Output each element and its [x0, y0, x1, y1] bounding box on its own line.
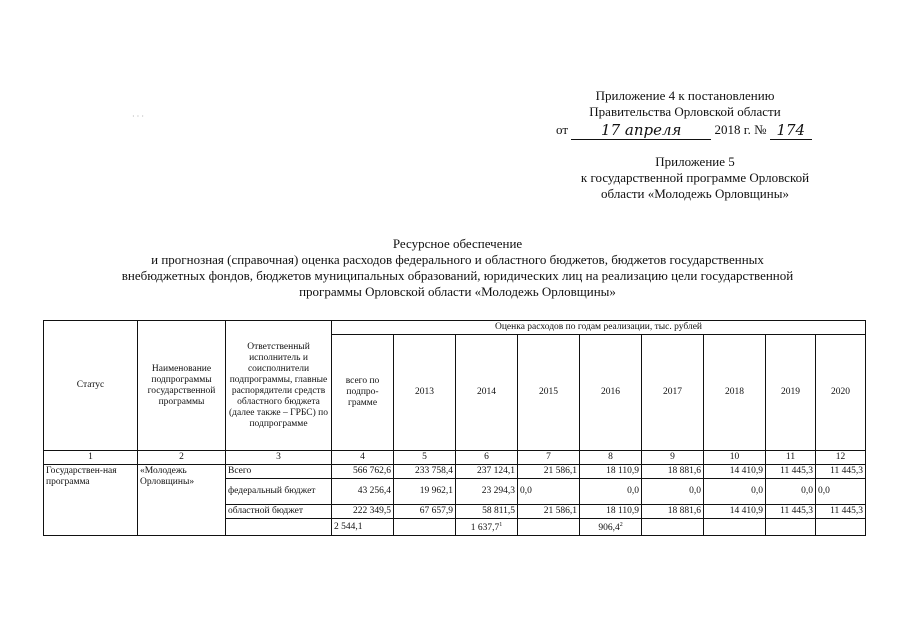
footnote-mark: 1 — [499, 522, 503, 528]
handwritten-date: 17 апреля — [601, 121, 682, 139]
header-name: Наименование подпрограммы государственной программы — [138, 321, 226, 451]
appendix-line2: Правительства Орловской области — [589, 104, 781, 119]
column-number-row — [44, 451, 866, 465]
appendix5-line1: Приложение 5 — [655, 154, 735, 169]
col-number: 12 — [816, 451, 866, 465]
value-cell: 14 410,9 — [704, 465, 766, 479]
title-line2: и прогнозная (справочная) оценка расходов федерального и областного бюджетов, бюджетов государственных — [151, 252, 764, 267]
value-cell: 237 124,1 — [456, 465, 518, 479]
number-blank — [770, 122, 812, 140]
value-cell: 18 881,6 — [642, 465, 704, 479]
col-number: 6 — [456, 451, 518, 465]
col-number: 1 — [44, 451, 138, 465]
value-cell — [704, 519, 766, 536]
header-estimate: Оценка расходов по годам реализации, тыс. рублей — [332, 321, 866, 335]
header-status: Статус — [44, 321, 138, 451]
value-cell: 18 110,9 — [580, 505, 642, 519]
value-cell: 18 881,6 — [642, 505, 704, 519]
value-cell: 233 758,4 — [394, 465, 456, 479]
row-label — [226, 519, 332, 536]
col-number: 4 — [332, 451, 394, 465]
value-cell: 11 445,3 — [766, 465, 816, 479]
col-number: 3 — [226, 451, 332, 465]
header-total: всего по подпро-грамме — [332, 335, 394, 451]
appendix-date-line — [556, 121, 846, 139]
row-label: федеральный бюджет — [226, 479, 332, 505]
value-cell: 0,0 — [580, 479, 642, 505]
from-label: от — [556, 122, 569, 137]
value-cell — [816, 519, 866, 536]
value-cell: 43 256,4 — [332, 479, 394, 505]
scan-dots: · · · — [132, 112, 144, 121]
value-text: 1 637,7 — [470, 523, 500, 534]
value-cell: 222 349,5 — [332, 505, 394, 519]
col-number: 5 — [394, 451, 456, 465]
value-cell: 14 410,9 — [704, 505, 766, 519]
header-year: 2016 — [580, 335, 642, 451]
appendix5-header — [545, 154, 845, 202]
header-responsible: Ответственный исполнитель и соисполнители подпрограммы, главные распорядители средств областного бюджета (далее также – ГРБС) по подпрограмме — [226, 321, 332, 451]
year-label: 2018 г. № — [714, 122, 767, 137]
value-cell: 0,0 — [642, 479, 704, 505]
program-name-cell: «Молодежь Орловщины» — [138, 465, 226, 536]
value-cell-footnoted — [580, 519, 642, 536]
appendix5-line3: области «Молодежь Орловщины» — [601, 186, 789, 201]
header-year: 2019 — [766, 335, 816, 451]
value-cell: 11 445,3 — [766, 505, 816, 519]
value-cell: 21 586,1 — [518, 505, 580, 519]
value-cell: 67 657,9 — [394, 505, 456, 519]
value-cell — [394, 519, 456, 536]
appendix-header — [560, 88, 810, 120]
value-cell: 19 962,1 — [394, 479, 456, 505]
value-cell: 566 762,6 — [332, 465, 394, 479]
header-year: 2017 — [642, 335, 704, 451]
value-cell: 0,0 — [704, 479, 766, 505]
header-year: 2014 — [456, 335, 518, 451]
title-line4: программы Орловской области «Молодежь Орловщины» — [299, 284, 616, 299]
value-cell: 58 811,5 — [456, 505, 518, 519]
value-cell: 11 445,3 — [816, 465, 866, 479]
value-cell: 0,0 — [518, 479, 580, 505]
value-cell: 2 544,1 — [332, 519, 394, 536]
value-cell: 0,0 — [766, 479, 816, 505]
status-cell: Государствен-ная программа — [44, 465, 138, 536]
resource-table — [43, 320, 866, 536]
col-number: 2 — [138, 451, 226, 465]
value-cell — [766, 519, 816, 536]
col-number: 9 — [642, 451, 704, 465]
header-year: 2015 — [518, 335, 580, 451]
title-line3: внебюджетных фондов, бюджетов муниципальных образований, юридических лиц на реализацию цели государственной — [121, 268, 794, 283]
handwritten-number: 174 — [776, 121, 806, 139]
header-year: 2018 — [704, 335, 766, 451]
col-number: 11 — [766, 451, 816, 465]
header-year: 2013 — [394, 335, 456, 451]
appendix5-line2: к государственной программе Орловской — [580, 170, 810, 185]
col-number: 7 — [518, 451, 580, 465]
footnote-mark: 2 — [619, 522, 623, 528]
col-number: 10 — [704, 451, 766, 465]
value-cell: 23 294,3 — [456, 479, 518, 505]
value-cell: 11 445,3 — [816, 505, 866, 519]
title-line1: Ресурсное обеспечение — [392, 236, 523, 251]
header-year: 2020 — [816, 335, 866, 451]
value-cell — [642, 519, 704, 536]
date-blank — [571, 122, 711, 140]
col-number: 8 — [580, 451, 642, 465]
value-text: 906,4 — [598, 523, 620, 534]
value-cell: 21 586,1 — [518, 465, 580, 479]
value-cell — [518, 519, 580, 536]
row-label: областной бюджет — [226, 505, 332, 519]
value-cell: 18 110,9 — [580, 465, 642, 479]
value-cell: 0,0 — [816, 479, 866, 505]
row-label: Всего — [226, 465, 332, 479]
table-row — [44, 465, 866, 479]
document-title — [40, 236, 875, 300]
value-cell-footnoted — [456, 519, 518, 536]
appendix-line1: Приложение 4 к постановлению — [595, 88, 775, 103]
